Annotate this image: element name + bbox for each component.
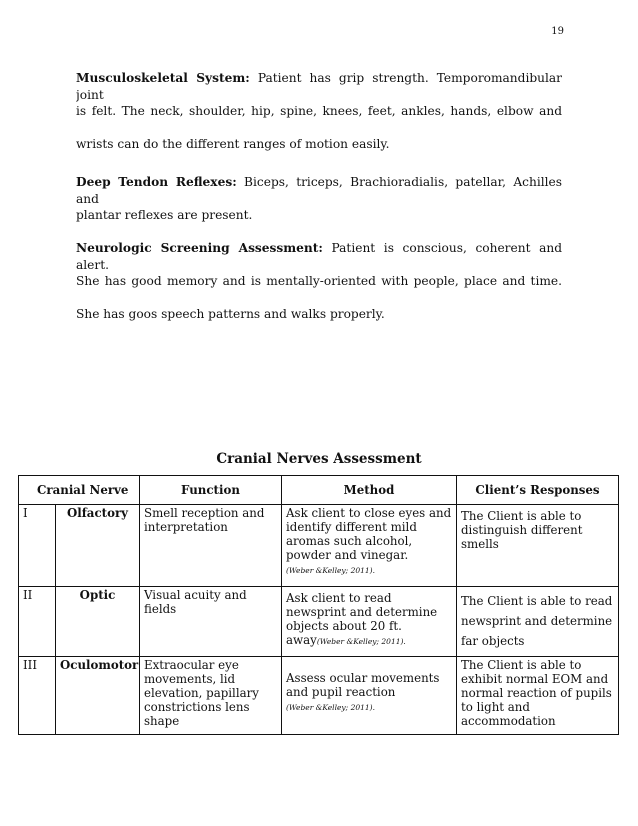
nerve-name: Olfactory — [56, 505, 140, 587]
neurologic-screening-paragraph — [76, 240, 562, 339]
cranial-nerves-table — [18, 475, 619, 735]
column-header: Function — [140, 476, 282, 505]
nerve-method: Ask client to close eyes and identify different mild aromas such alcohol, powder and vinegar. (Weber &Kelley; 2011). — [282, 505, 457, 587]
paragraph-line: plantar reflexes are present. — [76, 208, 253, 222]
nerve-method: Ask client to read newsprint and determine objects about 20 ft. away(Weber &Kelley; 2011). — [282, 587, 457, 657]
section-heading: Neurologic Screening Assessment: — [76, 241, 323, 255]
paragraph-line: wrists can do the different ranges of motion easily. — [76, 137, 390, 151]
table-header-row — [19, 476, 619, 505]
page-number: 19 — [551, 26, 564, 37]
paragraph-line: Musculoskeletal System: Patient has grip strength. Temporomandibular joint — [76, 71, 562, 102]
client-response: The Client is able to read newsprint and determine far objects — [457, 587, 619, 657]
nerve-function: Extraocular eye movements, lid elevation, papillary constrictions lens shape — [140, 657, 282, 735]
nerve-number: III — [19, 657, 56, 735]
column-header: Cranial Nerve — [19, 476, 140, 505]
citation: (Weber &Kelley; 2011). — [286, 566, 375, 575]
nerve-name: Oculomotor — [56, 657, 140, 735]
section-heading: Deep Tendon Reflexes: — [76, 175, 237, 189]
table-row — [19, 505, 619, 587]
column-header: Client’s Responses — [457, 476, 619, 505]
paragraph-line: She has goos speech patterns and walks properly. — [76, 307, 385, 321]
citation: (Weber &Kelley; 2011). — [316, 637, 406, 646]
nerve-number: I — [19, 505, 56, 587]
musculoskeletal-paragraph — [76, 70, 562, 169]
column-header: Method — [282, 476, 457, 505]
deep-tendon-reflexes-paragraph — [76, 174, 562, 240]
nerve-name: Optic — [56, 587, 140, 657]
section-heading: Musculoskeletal System: — [76, 71, 250, 85]
paragraph-line: Deep Tendon Reflexes: Biceps, triceps, Brachioradialis, patellar, Achilles and — [76, 175, 562, 206]
paragraph-line: is felt. The neck, shoulder, hip, spine, knees, feet, ankles, hands, elbow and — [76, 104, 562, 118]
client-response: The Client is able to distinguish different smells — [457, 505, 619, 587]
nerve-function: Smell reception and interpretation — [140, 505, 282, 587]
table-row — [19, 657, 619, 735]
nerve-method: Assess ocular movements and pupil reaction (Weber &Kelley; 2011). — [282, 657, 457, 735]
table-title: Cranial Nerves Assessment — [216, 451, 422, 467]
nerve-function: Visual acuity and fields — [140, 587, 282, 657]
paragraph-line: She has good memory and is mentally-oriented with people, place and time. — [76, 274, 562, 288]
table-row — [19, 587, 619, 657]
paragraph-line: Neurologic Screening Assessment: Patient is conscious, coherent and alert. — [76, 241, 562, 272]
nerve-number: II — [19, 587, 56, 657]
client-response: The Client is able to exhibit normal EOM and normal reaction of pupils to light and accommodation — [457, 657, 619, 735]
citation: (Weber &Kelley; 2011). — [286, 703, 375, 712]
